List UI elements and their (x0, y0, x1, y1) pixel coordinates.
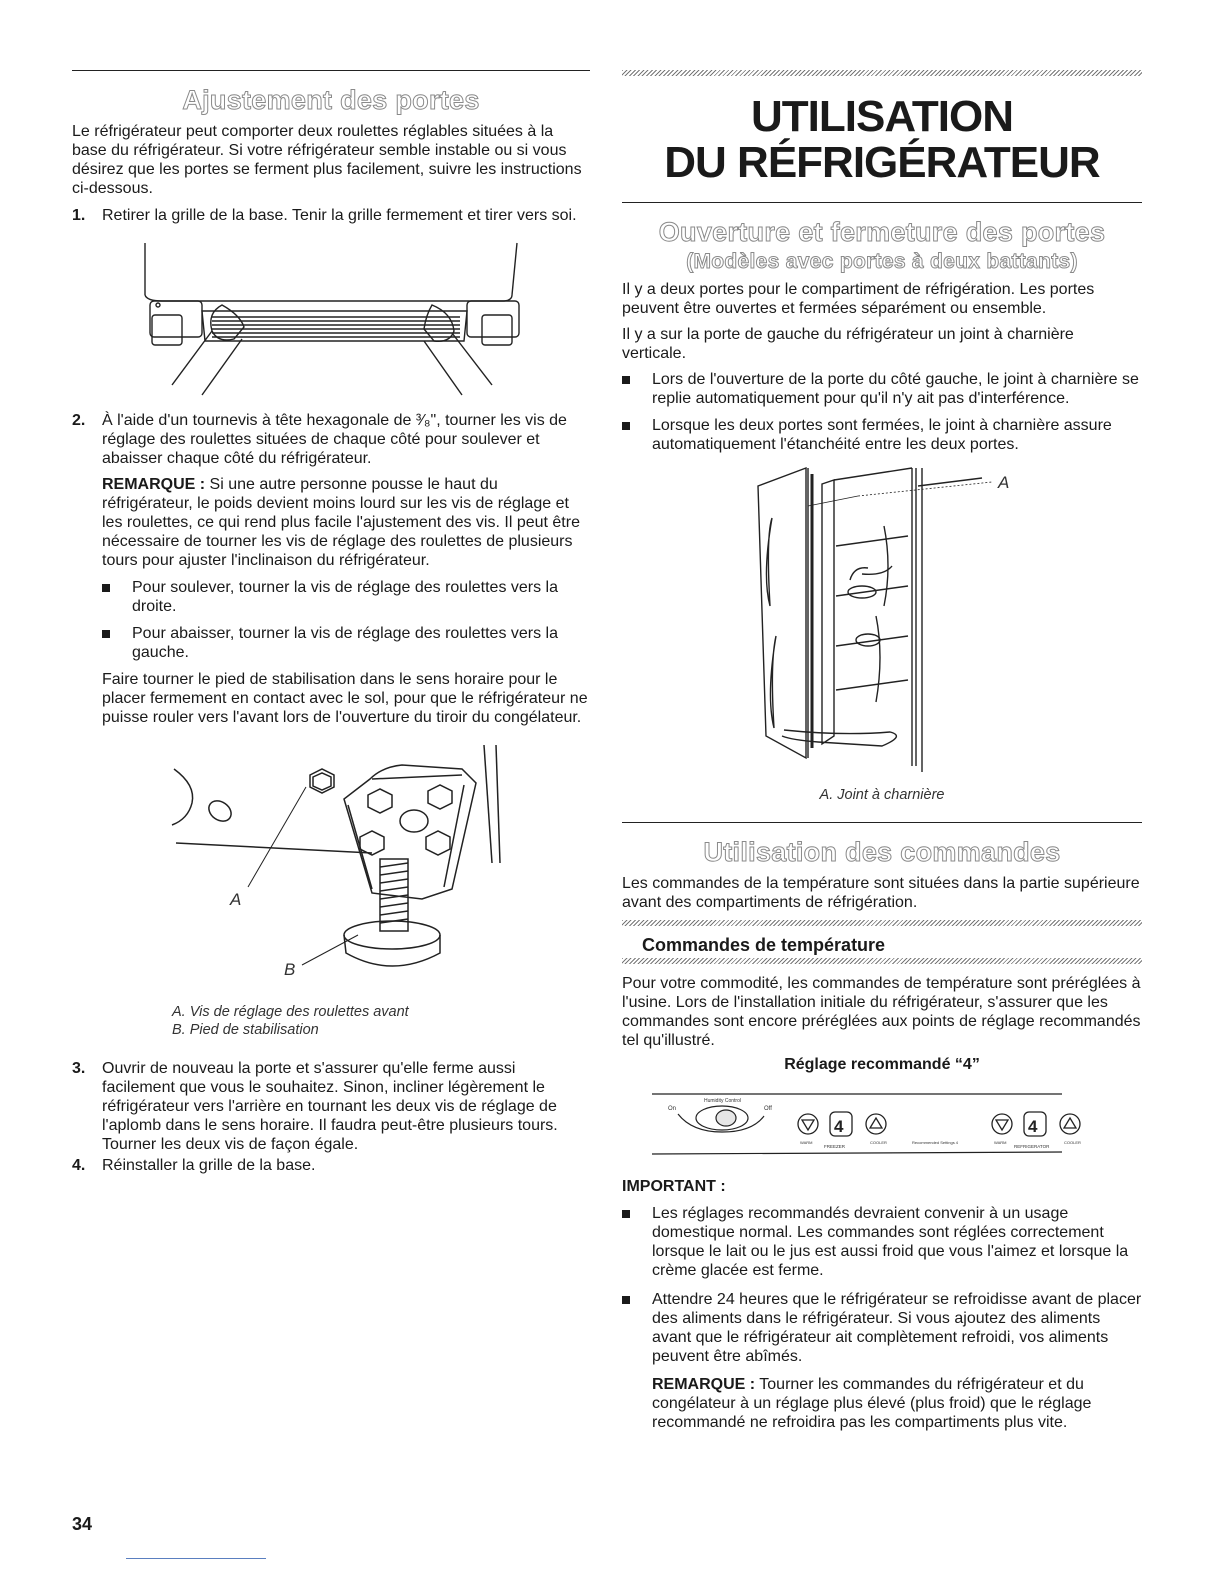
bullet-square-icon (622, 376, 630, 384)
controls-paragraph: Les commandes de la température sont situées dans la partie supérieure avant des compartiments de réfrigération. (622, 875, 1140, 911)
bullet-text: Lorsque les deux portes sont fermées, le joint à charnière assure automatiquement l'étanchéité entre les deux portes. (652, 417, 1112, 453)
section-heading-doors: Ouverture et fermeture des portes (658, 217, 1106, 247)
caption-b: B. Pied de stabilisation (172, 1022, 319, 1038)
step-1 (72, 206, 590, 225)
controls-rule (622, 822, 1142, 823)
humidity-off-label: Off (764, 1106, 772, 1112)
freezer-display: 4 (834, 1117, 844, 1136)
note-text: Si une autre personne pousse le haut du réfrigérateur, le poids devient moins lourd sur les vis de réglage et les roulettes, ce qui rend plus facile l'ajustement des vis. Il peut être nécessaire de tourner les vis de réglage des roulettes de plusieurs tours pour ajuster l'inclinaison du réfrigérateur. (102, 476, 580, 569)
step-3 (72, 1059, 590, 1154)
step-text: Réinstaller la grille de la base. (102, 1157, 316, 1174)
humidity-on-label: On (668, 1106, 677, 1112)
bullet-raise (102, 578, 590, 616)
bullet-text: Lors de l'ouverture de la porte du côté gauche, le joint à charnière se replie automatiquement pour qu'il n'y ait pas d'interférence. (652, 371, 1139, 407)
stabilizer-foot-illustration (72, 739, 590, 999)
stabilizer-captions (172, 1003, 590, 1039)
step-text: À l'aide d'un tournevis à tête hexagonale de ³⁄₈", tourner les vis de réglage des roulettes situées de chaque côté pour soulever et abaisser chaque côté du réfrigérateur. (102, 412, 567, 467)
doors-paragraph-2: Il y a sur la porte de gauche du réfrigérateur un joint à charnière verticale. (622, 326, 1074, 362)
step-text: Ouvrir de nouveau la porte et s'assurer qu'elle ferme aussi facilement que vous le souhaitez. Sinon, incliner légèrement le réfrigérateur vers l'arrière en tournant les deux vis de réglage de l'aplomb dans le sens horaire. Il faudra peut-être plusieurs tours. Tourner les deux vis de façon égale. (102, 1060, 558, 1153)
step-number: 2. (72, 412, 86, 429)
section-heading-controls: Utilisation des commandes (703, 837, 1061, 867)
bullet-text: Pour soulever, tourner la vis de réglage des roulettes vers la droite. (132, 579, 559, 615)
important-bullet-1 (622, 1204, 1142, 1280)
important-note (652, 1375, 1142, 1432)
figure-label-a: A (998, 473, 1010, 492)
step-number: 4. (72, 1157, 86, 1174)
freezer-cool-label: COOLER (870, 1140, 887, 1145)
important-bullet-2 (622, 1290, 1142, 1366)
right-column (622, 70, 1142, 1432)
stabilizer-paragraph: Faire tourner le pied de stabilisation dans le sens horaire pour le placer fermement en contact avec le sol, pour que le réfrigérateur ne puisse rouler vers l'avant lors de l'ouverture du tiroir du congélateur. (102, 671, 588, 726)
bullet-square-icon (622, 1296, 630, 1304)
note-label: REMARQUE : (652, 1376, 756, 1393)
settings-note: Recommended Settings 4 (912, 1140, 959, 1145)
bullet-square-icon (622, 422, 630, 430)
chapter-title-line-2: DU RÉFRIGÉRATEUR (664, 138, 1100, 187)
left-column (72, 70, 590, 1175)
top-rule-right (622, 70, 1142, 76)
intro-paragraph: Le réfrigérateur peut comporter deux roulettes réglables situées à la base du réfrigérateur. Si votre réfrigérateur semble instable ou si vous désirez que les portes se ferment plus facilement, suivre les instructions ci-dessous. (72, 123, 582, 197)
fridge-display: 4 (1028, 1117, 1038, 1136)
section-subheading-doors: (Modèles avec portes à deux battants) (686, 250, 1078, 273)
bullet-text: Attendre 24 heures que le réfrigérateur se refroidisse avant de placer des aliments dans le réfrigérateur. Si vous ajoutez des aliments avant que le réfrigérateur ait complètement refroidi, vos aliments peuvent être abîmés. (652, 1291, 1142, 1365)
control-panel-illustration (622, 1088, 1142, 1164)
doors-bullet-2 (622, 416, 1142, 454)
bullet-square-icon (622, 1210, 630, 1218)
bullet-text: Pour abaisser, tourner la vis de réglage des roulettes vers la gauche. (132, 625, 559, 661)
step-2 (72, 411, 590, 468)
chapter-title (622, 94, 1142, 186)
bullet-text: Les réglages recommandés devraient convenir à un usage domestique normal. Les commandes sont réglées correctement lorsque le lait ou le jus est aussi froid que vous l'aimez et lorsque la crème glacée est ferme. (652, 1205, 1129, 1279)
bullet-square-icon (102, 630, 110, 638)
top-rule-left (72, 70, 590, 71)
footer-line (126, 1558, 266, 1559)
note-paragraph (102, 475, 590, 570)
caption-a: A. Vis de réglage des roulettes avant (172, 1004, 409, 1020)
note-text: Tourner les commandes du réfrigérateur et du congélateur à un réglage plus élevé (plus froid) que le réglage recommandé ne refroidira pas les compartiments plus vite. (652, 1376, 1092, 1431)
figure-label-a: A (230, 890, 242, 909)
step-4 (72, 1156, 590, 1175)
step-text: Retirer la grille de la base. Tenir la grille fermement et tirer vers soi. (102, 207, 577, 224)
base-grille-illustration (72, 235, 590, 405)
door-seal-illustration (622, 466, 1142, 778)
temp-subheading: Commandes de température (642, 935, 886, 955)
temp-rule-bottom (622, 958, 1142, 964)
note-label: REMARQUE : (102, 476, 206, 493)
step-number: 3. (72, 1060, 86, 1077)
caption-joint: A. Joint à charnière (819, 787, 945, 803)
bullet-lower (102, 624, 590, 662)
fridge-warm-label: WARM (994, 1140, 1007, 1145)
freezer-label: FREEZER (824, 1144, 846, 1149)
freezer-warm-label: WARM (800, 1140, 813, 1145)
fridge-label: REFRIGERATOR (1014, 1144, 1050, 1149)
recommended-setting: Réglage recommandé “4” (784, 1056, 980, 1073)
doors-bullet-1 (622, 370, 1142, 408)
doors-paragraph-1: Il y a deux portes pour le compartiment de réfrigération. Les portes peuvent être ouvertes et fermées séparément ou ensemble. (622, 281, 1095, 317)
page-number: 34 (72, 1514, 93, 1534)
figure-label-b: B (284, 960, 296, 979)
chapter-title-line-1: UTILISATION (751, 92, 1013, 141)
important-label: IMPORTANT : (622, 1178, 726, 1195)
temp-rule-top (622, 920, 1142, 926)
humidity-label: Humidity Control (704, 1098, 741, 1104)
section-heading-door-adjustment: Ajustement des portes (182, 85, 480, 115)
title-rule (622, 202, 1142, 203)
temp-paragraph: Pour votre commodité, les commandes de température sont préréglées à l'usine. Lors de l'installation initiale du réfrigérateur, s'assurer que les commandes sont encore préréglées aux points de réglage recommandés tel qu'illustré. (622, 975, 1141, 1049)
step-number: 1. (72, 207, 86, 224)
bullet-square-icon (102, 584, 110, 592)
fridge-cool-label: COOLER (1064, 1140, 1081, 1145)
